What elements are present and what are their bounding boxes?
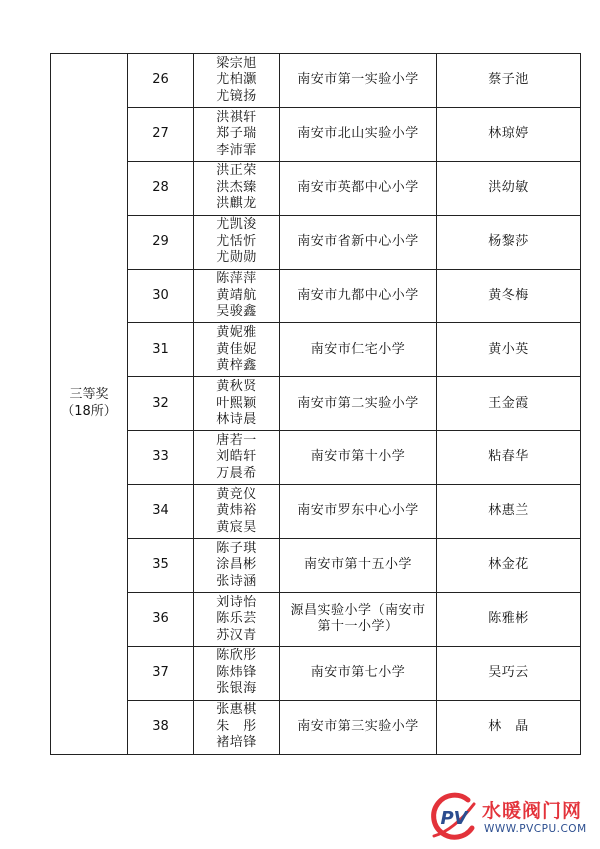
student-name: 郑子瑞: [216, 126, 257, 142]
student-name: 陈乐芸: [216, 611, 257, 627]
student-name: 黄梓鑫: [216, 358, 257, 374]
students-cell: [194, 485, 280, 539]
student-name: 尤恬忻: [216, 233, 257, 249]
student-name: 唐若一: [216, 432, 257, 448]
svg-text:PV: PV: [440, 808, 468, 829]
watermark-url: WWW.PVCPU.COM: [484, 823, 587, 835]
table-row: [51, 646, 581, 700]
row-number: 34: [128, 485, 194, 539]
student-name: 陈欣彤: [216, 648, 257, 664]
row-number: 26: [128, 54, 194, 108]
student-name: 洪正荣: [216, 163, 257, 179]
student-name: 洪麒龙: [216, 196, 257, 212]
school-name: 南安市第七小学: [280, 646, 437, 700]
students-cell: [194, 269, 280, 323]
award-table: [50, 53, 581, 755]
row-number: 31: [128, 323, 194, 377]
student-name: 洪杰臻: [216, 179, 257, 195]
student-name: 万晨希: [216, 465, 257, 481]
student-name: 苏汉青: [216, 627, 257, 643]
table-row: [51, 215, 581, 269]
student-name: 张诗涵: [216, 573, 257, 589]
students-cell: [194, 539, 280, 593]
student-name: 尤镜扬: [216, 88, 257, 104]
students-cell: [194, 700, 280, 754]
school-name: 南安市第十小学: [280, 431, 437, 485]
student-name: 黄竞仪: [216, 486, 257, 502]
row-number: 27: [128, 107, 194, 161]
award-count-note: （18所）: [61, 403, 117, 419]
student-name: 黄宸昊: [216, 519, 257, 535]
student-name: 陈炜锋: [216, 664, 257, 680]
student-name: 陈子琪: [216, 540, 257, 556]
school-name: 南安市第一实验小学: [280, 54, 437, 108]
students-cell: [194, 323, 280, 377]
teacher-name: 杨黎莎: [437, 215, 581, 269]
table-row: [51, 431, 581, 485]
award-table-body: [51, 54, 581, 755]
student-name: 尤柏灏: [216, 72, 257, 88]
student-name: 黄炜裕: [216, 503, 257, 519]
teacher-name: 吴巧云: [437, 646, 581, 700]
student-name: 褚培锋: [216, 735, 257, 751]
student-name: 李沛霏: [216, 142, 257, 158]
students-cell: [194, 592, 280, 646]
student-name: 张银海: [216, 681, 257, 697]
watermark-title: 水暖阀门网: [482, 800, 583, 822]
student-name: 涂昌彬: [216, 557, 257, 573]
pv-logo-icon: [424, 790, 480, 846]
table-row: [51, 323, 581, 377]
row-number: 29: [128, 215, 194, 269]
students-cell: [194, 215, 280, 269]
school-name: 南安市省新中心小学: [280, 215, 437, 269]
site-watermark: [424, 790, 600, 846]
student-name: 洪祺轩: [216, 109, 257, 125]
table-row: [51, 485, 581, 539]
school-name: 南安市九都中心小学: [280, 269, 437, 323]
award-level: 三等奖: [69, 387, 109, 403]
row-number: 32: [128, 377, 194, 431]
table-row: [51, 377, 581, 431]
students-cell: [194, 107, 280, 161]
school-name: 南安市第三实验小学: [280, 700, 437, 754]
table-row: [51, 107, 581, 161]
student-name: 刘诗怡: [216, 594, 257, 610]
school-name: 南安市英都中心小学: [280, 161, 437, 215]
teacher-name: 粘春华: [437, 431, 581, 485]
table-row: [51, 539, 581, 593]
teacher-name: 王金霞: [437, 377, 581, 431]
row-number: 30: [128, 269, 194, 323]
table-row: [51, 54, 581, 108]
teacher-name: 林惠兰: [437, 485, 581, 539]
teacher-name: 林 晶: [437, 700, 581, 754]
students-cell: [194, 54, 280, 108]
student-name: 黄秋贤: [216, 379, 257, 395]
teacher-name: 林金花: [437, 539, 581, 593]
student-name: 尤凯浚: [216, 217, 257, 233]
row-number: 38: [128, 700, 194, 754]
teacher-name: 洪幼敏: [437, 161, 581, 215]
award-level-cell: [51, 54, 128, 755]
teacher-name: 林琼婷: [437, 107, 581, 161]
row-number: 33: [128, 431, 194, 485]
table-row: [51, 592, 581, 646]
row-number: 28: [128, 161, 194, 215]
row-number: 36: [128, 592, 194, 646]
school-name: 南安市第十五小学: [280, 539, 437, 593]
student-name: 朱 彤: [216, 718, 257, 734]
students-cell: [194, 646, 280, 700]
student-name: 黄妮雅: [216, 325, 257, 341]
student-name: 叶熙颖: [216, 395, 257, 411]
teacher-name: 蔡子池: [437, 54, 581, 108]
student-name: 刘皓轩: [216, 449, 257, 465]
school-name: 南安市罗东中心小学: [280, 485, 437, 539]
school-name: 南安市北山实验小学: [280, 107, 437, 161]
student-name: 吴骏鑫: [216, 304, 257, 320]
row-number: 35: [128, 539, 194, 593]
teacher-name: 陈雅彬: [437, 592, 581, 646]
student-name: 陈萍萍: [216, 271, 257, 287]
student-name: 尤勋勋: [216, 250, 257, 266]
students-cell: [194, 377, 280, 431]
teacher-name: 黄小英: [437, 323, 581, 377]
student-name: 张惠棋: [216, 702, 257, 718]
table-row: [51, 161, 581, 215]
student-name: 林诗晨: [216, 412, 257, 428]
student-name: 黄靖航: [216, 287, 257, 303]
table-row: [51, 700, 581, 754]
school-name: 南安市仁宅小学: [280, 323, 437, 377]
student-name: 黄佳妮: [216, 341, 257, 357]
row-number: 37: [128, 646, 194, 700]
teacher-name: 黄冬梅: [437, 269, 581, 323]
students-cell: [194, 161, 280, 215]
school-name: 源昌实验小学（南安市第十一小学）: [280, 592, 437, 646]
school-name: 南安市第二实验小学: [280, 377, 437, 431]
table-row: [51, 269, 581, 323]
student-name: 梁宗旭: [216, 55, 257, 71]
students-cell: [194, 431, 280, 485]
